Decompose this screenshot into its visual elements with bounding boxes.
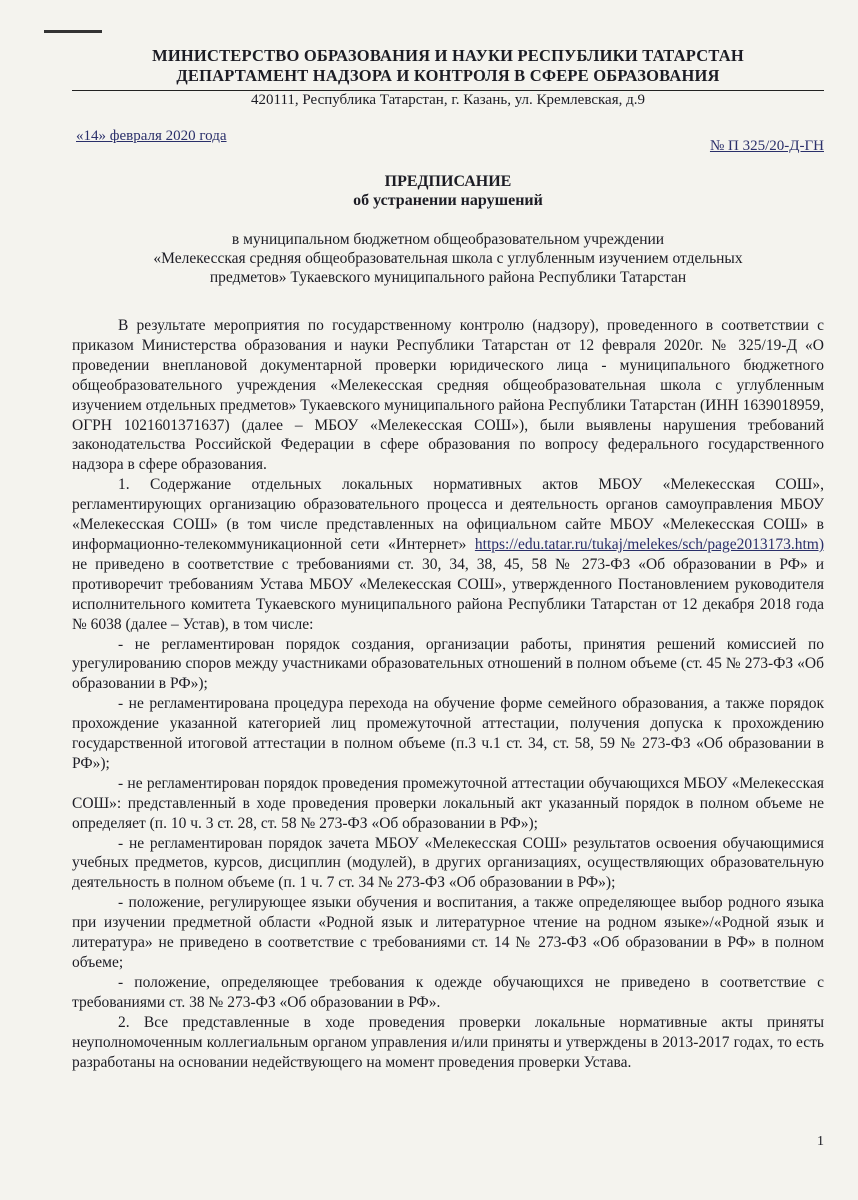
school-site-link[interactable]: https://edu.tatar.ru/tukaj/melekes/sch/page2013173.htm) — [474, 535, 824, 553]
page-number: 1 — [817, 1134, 824, 1149]
document-page — [72, 0, 824, 1200]
paragraph-1 — [72, 475, 824, 634]
violation-item: - не регламентирован порядок зачета МБОУ «Мелекесская СОШ» результатов освоения обучающимися учебных предметов, курсов, дисциплин (модулей), в других организациях, осуществляющих образовательную деятельность в полном объеме (п. 1 ч. 7 ст. 34 № 273-ФЗ «Об образовании в РФ»); — [72, 834, 824, 892]
document-date: «14» февраля 2020 года — [76, 128, 227, 144]
letterhead — [72, 46, 824, 86]
department-name: ДЕПАРТАМЕНТ НАДЗОРА И КОНТРОЛЯ В СФЕРЕ ОБРАЗОВАНИЯ — [176, 66, 720, 85]
subject-line-3: предметов» Тукаевского муниципального района Республики Татарстан — [209, 269, 687, 286]
paragraph-1-text-b: не приведено в соответствие с требованиями ст. 30, 34, 38, 45, 58 № 273-ФЗ «Об образовании в РФ» и противоречит требованиям Устава МБОУ «Мелекесская СОШ», утвержденного Постановлением руководителя исполнительного комитета Тукаевского муниципального района Республики Татарстан от 12 декабря 2018 года № 6038 (далее – Устав), в том числе: — [72, 555, 824, 633]
subject-line-1: в муниципальном бюджетном общеобразовательном учреждении — [231, 231, 665, 248]
violation-item: - не регламентирован порядок проведения промежуточной аттестации обучающихся МБОУ «Мелекесская СОШ»: представленный в ходе проведения проверки локальный акт указанный порядок в полном объеме не определяет (п. 10 ч. 3 ст. 28, ст. 58 № 273-ФЗ «Об образовании в РФ»); — [72, 774, 824, 832]
violation-item: - положение, определяющее требования к одежде обучающихся не приведено в соответствие с требованиями ст. 38 № 273-ФЗ «Об образовании в РФ». — [72, 973, 824, 1011]
document-number: № П 325/20-Д-ГН — [709, 138, 824, 154]
subject-line-2: «Мелекесская средняя общеобразовательная школа с углубленным изучением отдельных — [153, 250, 743, 267]
ministry-name: МИНИСТЕРСТВО ОБРАЗОВАНИЯ И НАУКИ РЕСПУБЛИКИ ТАТАРСТАН — [152, 46, 744, 65]
violation-item: - не регламентирована процедура перехода на обучение форме семейного образования, а также порядок прохождение указанной категорией лиц промежуточной аттестации, получения допуска к прохождению государственной итоговой аттестации в полном объеме (п.3 ч.1 ст. 34, ст. 58, 59 № 273-ФЗ «Об образовании в РФ»); — [72, 695, 824, 772]
document-body — [72, 316, 824, 1072]
violation-item: - положение, регулирующее языки обучения и воспитания, а также определяющее выбор родного языка при изучении предметной области «Родной язык и литературное чтение на родном языке»/«Родной язык и литература» не приведено в соответствие с требованиями ст. 14 № 273-ФЗ «Об образовании в РФ» в полном объеме; — [72, 894, 824, 971]
violation-item: - не регламентирован порядок создания, организации работы, принятия решений комиссией по урегулированию споров между участниками образовательных отношений в полном объеме (ст. 45 № 273-ФЗ «Об образовании в РФ»); — [72, 635, 824, 693]
title-main: ПРЕДПИСАНИЕ — [384, 173, 512, 190]
subject-block — [102, 230, 794, 287]
document-title — [72, 172, 824, 210]
paragraph-2: 2. Все представленные в ходе проведения проверки локальные нормативные акты приняты неуполномоченным коллегиальным органом управления и/или приняты и утверждены в 2013-2017 годах, то есть разработаны на основании недействующего на момент проведения проверки Устава. — [72, 1013, 824, 1071]
intro-paragraph: В результате мероприятия по государственному контролю (надзору), проведенного в соответствии с приказом Министерства образования и науки Республики Татарстан от 12 февраля 2020г. № 325/19-Д «О проведении внеплановой документарной проверки юридического лица - муниципального бюджетного общеобразовательного учреждения «Мелекесская средняя общеобразовательная школа с углубленным изучением отдельных предметов» Тукаевского муниципального района Республики Татарстан (ИНН 1639018959, ОГРН 1021601371637) (далее – МБОУ «Мелекесская СОШ»), были выявлены нарушения требований законодательства Российской Федерации в сфере образования по вопросу федерального государственного надзора в сфере образования. — [72, 317, 824, 474]
address: 420111, Республика Татарстан, г. Казань, ул. Кремлевская, д.9 — [251, 92, 645, 108]
title-sub: об устранении нарушений — [353, 192, 543, 209]
paragraph-1-text-a: 1. Содержание отдельных локальных нормативных актов МБОУ «Мелекесская СОШ», регламентирующих организацию образовательного процесса и деятельность органов самоуправления МБОУ «Мелекесская СОШ» (в том числе представленных на официальном сайте МБОУ «Мелекесская СОШ» в информационно-телекоммуникационной сети «Интернет» — [72, 476, 824, 553]
